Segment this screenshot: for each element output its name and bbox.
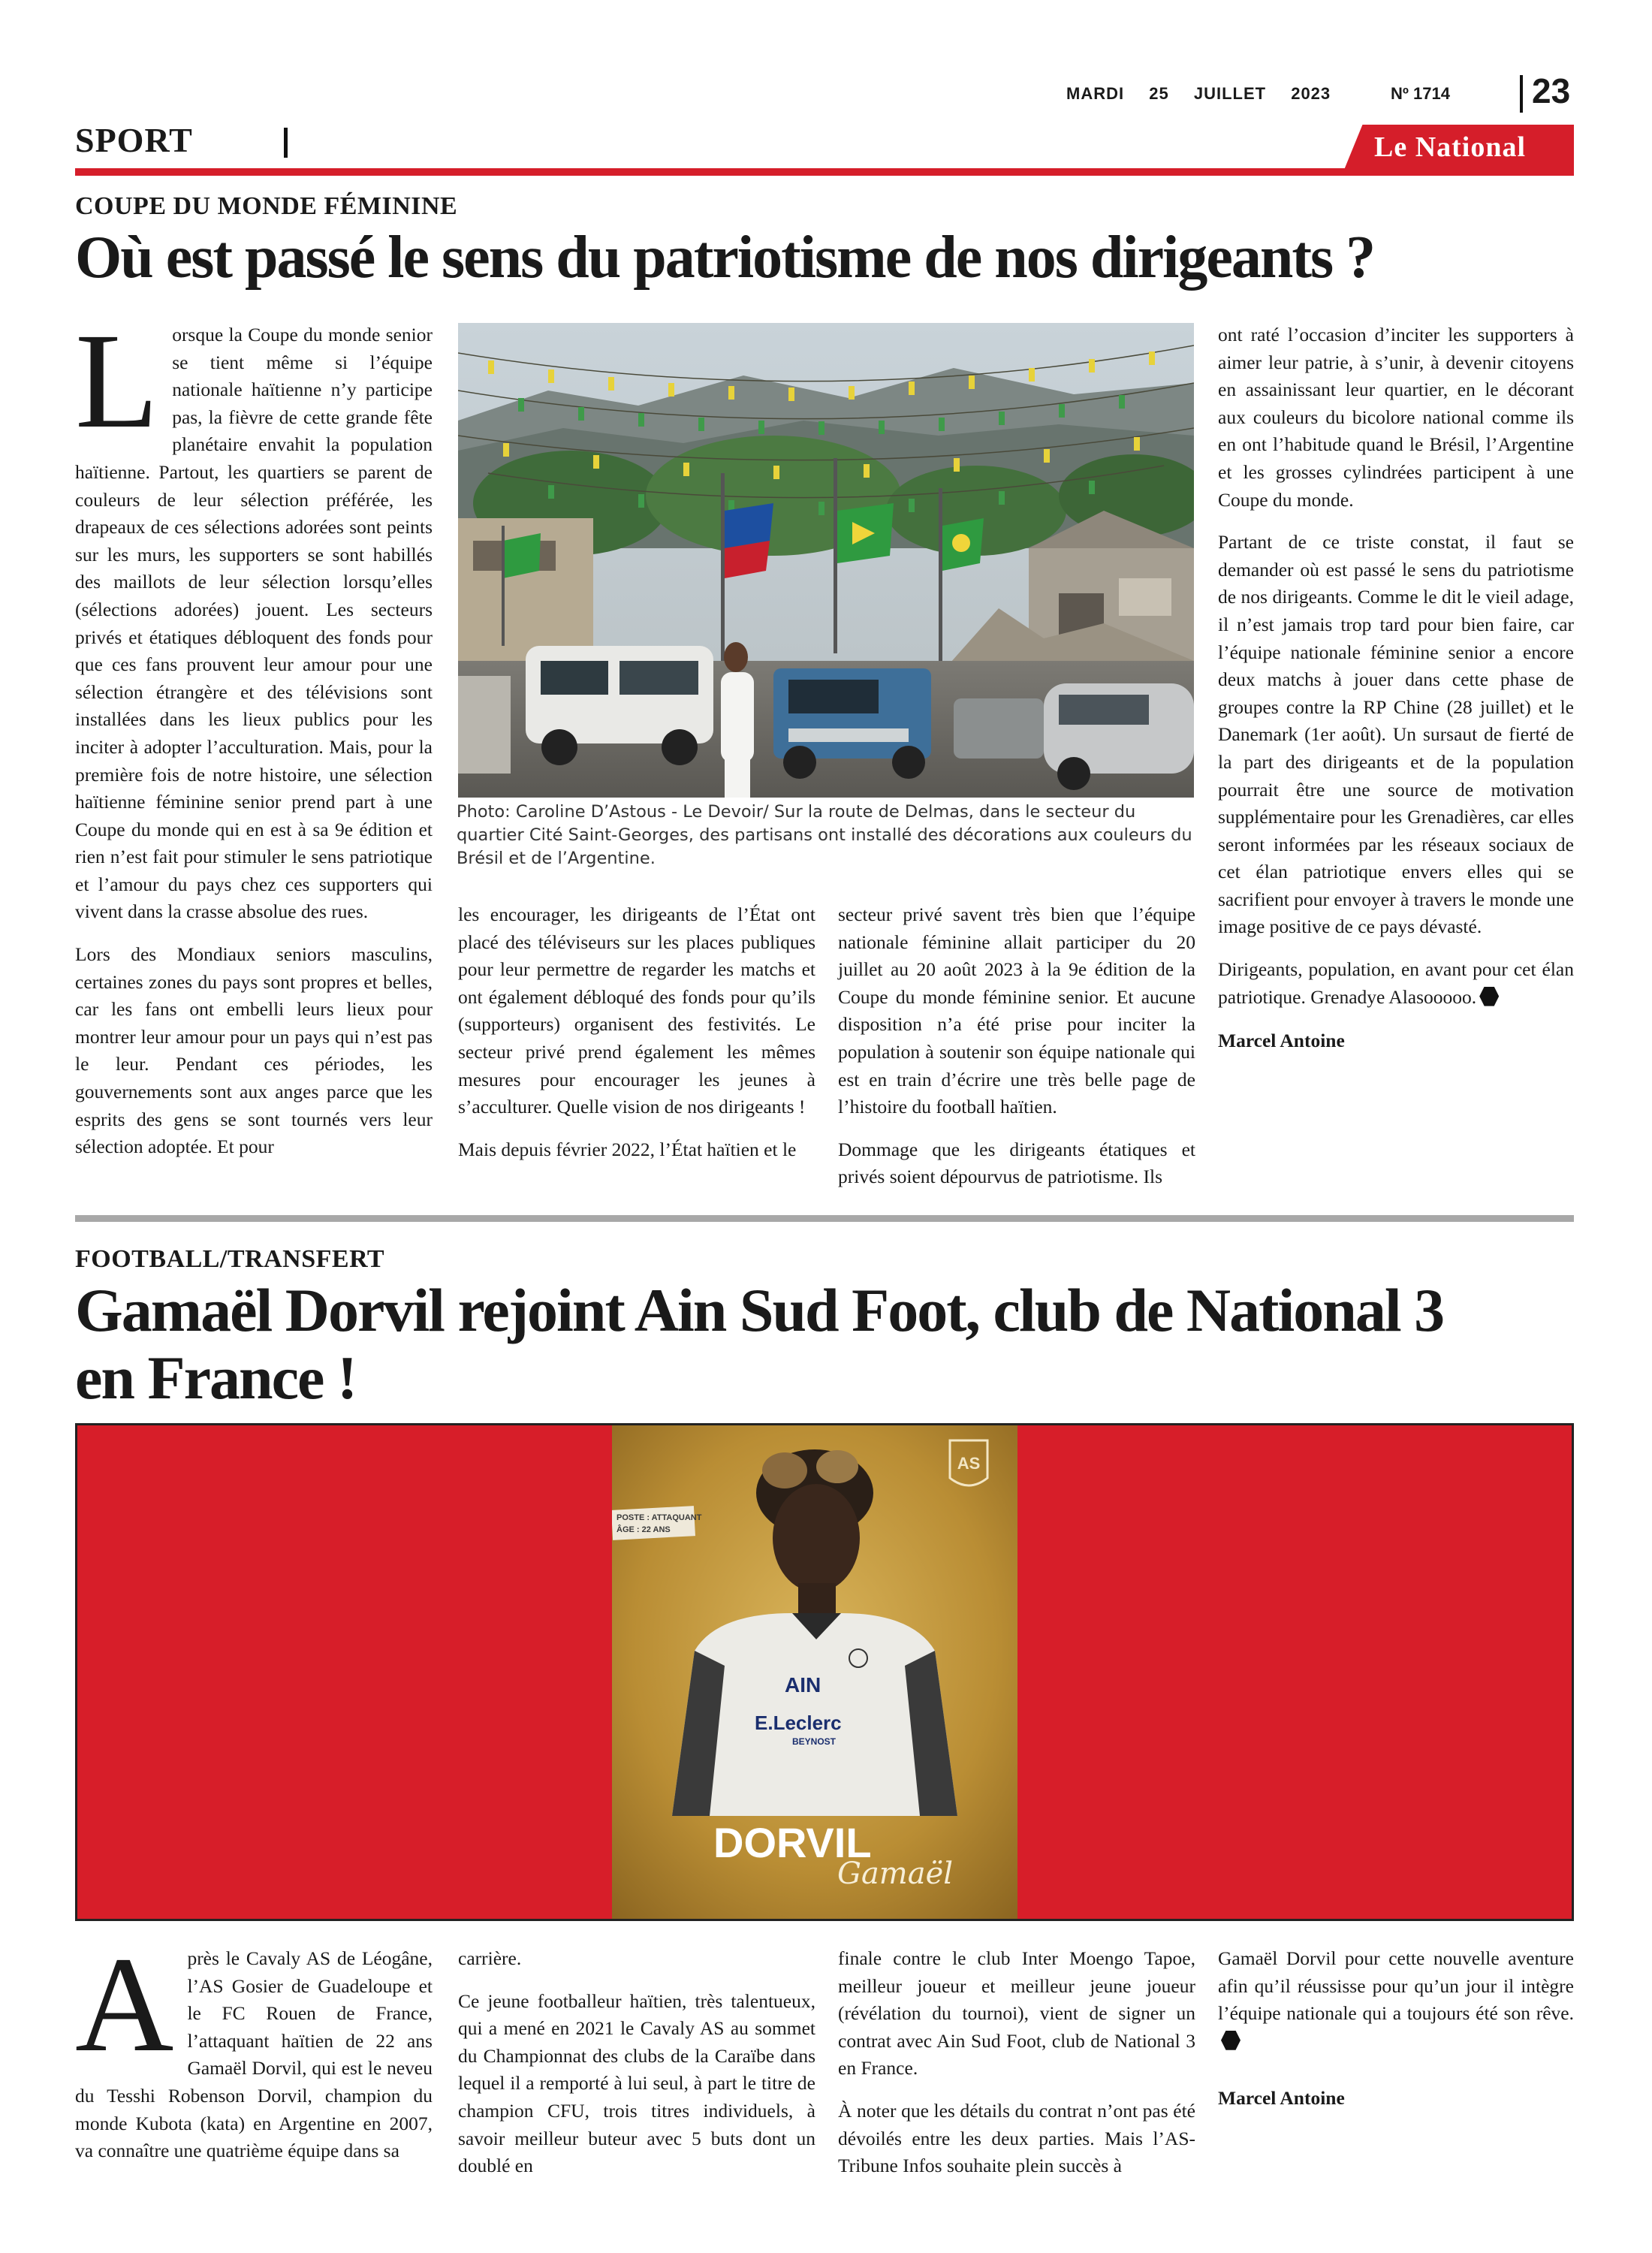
article2-column-3 (838, 1945, 1195, 2180)
article1-column-1 (75, 306, 433, 1161)
article1-paragraph: orsque la Coupe du monde senior se tient même si l’équipe nationale haïtienne n’y participe pas, la fièvre de cette grande fête planétaire envahit la population haïtienne. Partout, les quartiers se parent de couleurs de leur sélection préférée, les drapeaux de ces sélections adorées sont peints sur les murs, les supporters se sont habillés des maillots de leur sélection lorsqu’elles (sélections adorées) jouent. Les secteurs privés et étatiques débloquent des fonds pour que ces fans prouvent leur amour pour une sélection étrangère et des télévisions sont installées dans les lieux publics pour les inciter à adopter l’acculturation. Mais, pour la première fois de notre histoire, une sélection haïtienne féminine senior prend part à une Coupe du monde qui en est à sa 9e édition et rien n’est fait pour stimuler le sens patriotique et l’amour du pays chez ces supporters qui vivent dans la crasse absolue des rues. (75, 324, 433, 923)
sponsor-ain: AIN (785, 1673, 821, 1697)
article2-headline-line: en France ! (75, 1344, 357, 1412)
header-divider (1520, 75, 1523, 113)
section-title: SPORT (75, 121, 193, 159)
article2-paragraph: À noter que les détails du contrat n’ont pas été dévoilés entre les deux parties. Mais l’AS-Tribune Infos souhaite plein succès à (838, 2099, 1195, 2177)
article2-headline (75, 1277, 1443, 1412)
issue-date-number: 25 (1149, 84, 1169, 103)
sponsor-beynost: BEYNOST (792, 1736, 837, 1747)
issue-date (1066, 84, 1350, 104)
player-announcement-image (75, 1423, 1574, 1921)
article2-kicker: FOOTBALL/TRANSFERT (75, 1245, 385, 1273)
article2-byline: Marcel Antoine (1218, 2087, 1345, 2110)
position-tag: POSTE : ATTAQUANT (616, 1513, 702, 1522)
article-separator (75, 1215, 1574, 1222)
issue-year: 2023 (1291, 84, 1331, 103)
article2-column-1 (75, 1929, 433, 2165)
club-badge: AS (957, 1454, 981, 1473)
issue-day: MARDI (1066, 84, 1125, 103)
article1-kicker: COUPE DU MONDE FÉMININE (75, 192, 458, 220)
article1-headline: Où est passé le sens du patriotisme de nos dirigeants ? (75, 225, 1375, 291)
article1-paragraph: ont raté l’occasion d’inciter les supporters à aimer leur patrie, à s’unir, à devenir citoyens en assainissant leur quartier, en le décorant aux couleurs du bicolore national comme ils en ont l’habitude quand le Brésil, l’Argentine et les grosses cylindrées participent à une Coupe du monde. (1218, 324, 1574, 511)
article1-dropcap: L (75, 306, 159, 457)
article1-paragraph: secteur privé savent très bien que l’équipe nationale féminine allait participer du 20 juillet au 20 août 2023 à la 9e édition de la Coupe du monde féminine senior. Et aucune disposition n’a été prise pour inciter la population à soutenir son équipe nationale qui est en train d’écrire une très belle page de l’histoire du football haïtien. (838, 903, 1195, 1118)
age-tag: ÂGE : 22 ANS (616, 1525, 671, 1534)
street-decorations-photo (458, 323, 1194, 798)
article2-headline-line: Gamaël Dorvil rejoint Ain Sud Foot, club de National 3 (75, 1276, 1444, 1344)
end-mark-icon (1479, 987, 1499, 1006)
sponsor-leclerc: E.Leclerc (755, 1712, 842, 1734)
page-number: 23 (1532, 71, 1571, 110)
article2-column-2 (458, 1945, 815, 2180)
article2-column-4 (1218, 1945, 1574, 2113)
brand-name: Le National (1374, 131, 1527, 163)
article2-paragraph: carrière. (458, 1947, 522, 1969)
photo-caption: Photo: Caroline D’Astous - Le Devoir/ Sur la route de Delmas, dans le secteur du quartier Cité Saint-Georges, des partisans ont installé des décorations aux couleurs du Brésil et de l’Argentine. (457, 802, 1192, 868)
article2-paragraph: Ce jeune footballeur haïtien, très talentueux, qui a mené en 2021 le Cavaly AS au sommet du Championnat des clubs de la Caraïbe dans lequel il a remporté à lui seul, à part le titre de champion CFU, trois titres individuels, à savoir meilleur buteur avec 5 buts dont un doublé en (458, 1989, 815, 2177)
article1-paragraph: Dommage que les dirigeants étatiques et privés soient dépourvus de patriotisme. Ils (838, 1138, 1195, 1188)
article1-paragraph: Lors des Mondiaux seniors masculins, certaines zones du pays sont propres et belles, car les fans ont embelli leurs lieux pour montrer leur amour pour un pays qui n’est pas le leur. Pendant ces périodes, les gouvernements sont aux anges parce que les esprits des gens se sont tournés vers leur sélection adoptée. Et pour (75, 943, 433, 1158)
article1-column-2 (458, 901, 815, 1163)
article2-dropcap: A (75, 1929, 174, 2080)
issue-number: Nº 1714 (1391, 84, 1450, 103)
article1-byline: Marcel Antoine (1218, 1030, 1345, 1052)
player-poster (612, 1425, 1017, 1919)
article1-column-3 (838, 901, 1195, 1191)
player-surname: DORVIL (713, 1819, 872, 1866)
article1-paragraph: les encourager, les dirigeants de l’État ont placé des téléviseurs sur les places publiques pour leur permettre de regarder les matchs et ont également débloqué des fonds pour qu’ils (supporteurs) organisent des festivités. Le secteur privé prend également les mêmes mesures pour encourager les jeunes à s’acculturer. Quelle vision de nos dirigeants ! (458, 903, 815, 1118)
article1-paragraph: Partant de ce triste constat, il faut se demander où est passé le sens du patriotisme de nos dirigeants. Comme le dit le vieil adage, il n’est jamais trop tard pour bien faire, car l’équipe nationale féminine senior a encore deux matchs à jouer dans cette phase de groupes contre la RP Chine (28 juillet) et le Danemark (1er août). Un sursaut de fierté de la part des dirigeants et de la population pourrait être une source de motivation supplémentaire pour les Grenadières, car elles seront informées par les réseaux sociaux de cet élan patriotique envers elles qui se sacrifient pour envoyer à travers le monde une image positive de ce pays dévasté. (1218, 531, 1574, 938)
header-rule (75, 168, 1574, 176)
player-signature: Gamaël (837, 1856, 954, 1891)
section-divider (284, 128, 288, 158)
article2-paragraph: finale contre le club Inter Moengo Tapoe, meilleur joueur et meilleur jeune joueur (révélation du tournoi), vient de signer un contrat avec Ain Sud Foot, club de National 3 en France. (838, 1947, 1195, 2080)
article1-column-4 (1218, 321, 1574, 1055)
article1-paragraph: Mais depuis février 2022, l’État haïtien et le (458, 1138, 797, 1160)
issue-month: JUILLET (1193, 84, 1267, 103)
article2-paragraph: près le Cavaly AS de Léogâne, l’AS Gosier de Guadeloupe et le FC Rouen de France, l’attaquant haïtien de 22 ans Gamaël Dorvil, qui est le neveu du Tesshi Robenson Dorvil, champion du monde Kubota (kata) en Argentine en 2007, va connaître une quatrième équipe dans sa (75, 1947, 433, 2162)
article1-paragraph: Dirigeants, population, en avant pour cet élan patriotique. Grenadye Alasooooo. (1218, 958, 1574, 1008)
end-mark-icon (1221, 2031, 1241, 2050)
article2-paragraph: Gamaël Dorvil pour cette nouvelle aventure afin qu’il réussisse pour qu’un jour il intègre l’équipe nationale qui a toujours été son rêve. (1218, 1947, 1574, 2025)
